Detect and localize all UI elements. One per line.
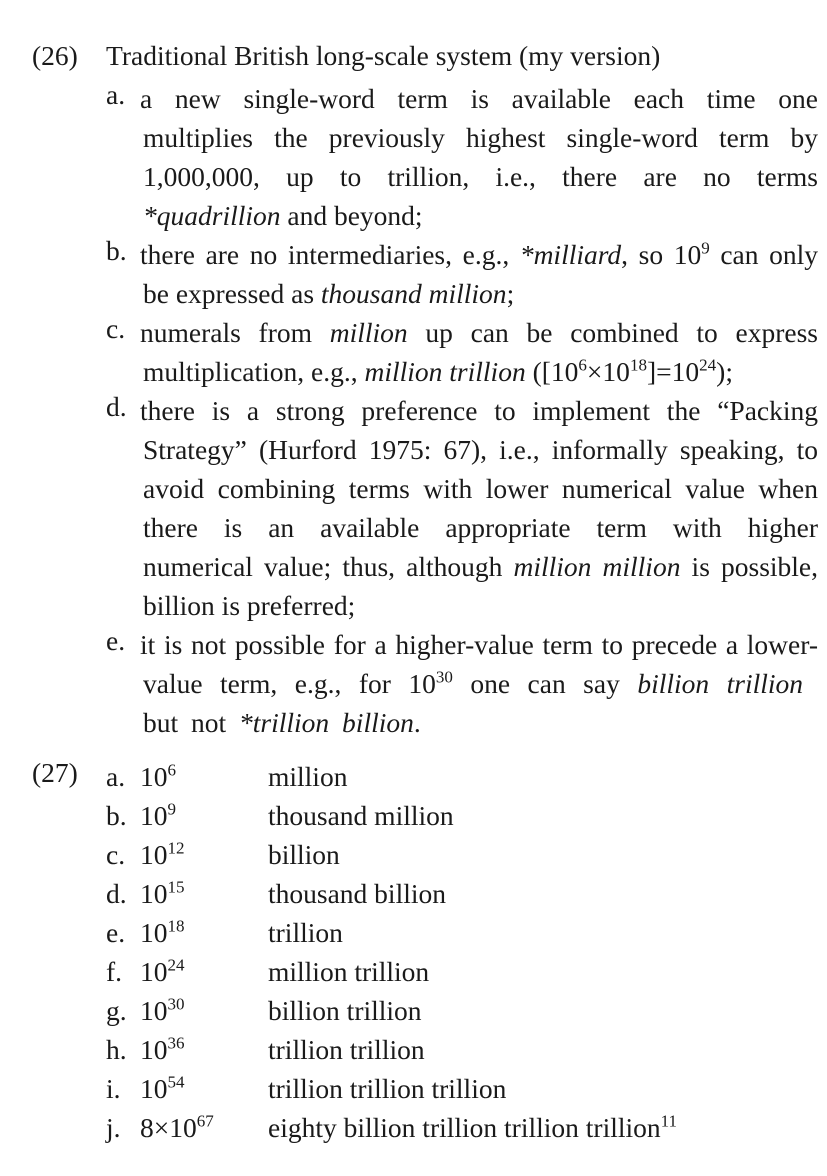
text-line: Strategy” (Hurford 1975: 67), i.e., informally speaking, to	[143, 434, 818, 465]
row-words: billion trillion	[268, 995, 422, 1026]
row-label: b.	[106, 800, 127, 831]
table-row	[106, 913, 343, 952]
exponent: 24	[167, 955, 185, 975]
footnote-marker[interactable]: 11	[660, 1111, 678, 1131]
text-run: ]=10	[646, 356, 700, 387]
italic-term: million trillion	[364, 356, 526, 387]
row-words: trillion	[268, 917, 343, 948]
row-label: c.	[106, 839, 126, 870]
row-value	[140, 1069, 268, 1108]
row-value	[140, 952, 268, 991]
exponent: 18	[629, 355, 647, 375]
italic-term: million million	[513, 551, 681, 582]
item-label: b.	[106, 235, 127, 266]
exponent: 67	[196, 1111, 214, 1131]
text-run: value term, e.g., for 10	[143, 668, 436, 699]
row-words: thousand million	[268, 800, 454, 831]
row-label: g.	[106, 995, 127, 1026]
row-label: d.	[106, 878, 127, 909]
row-value	[140, 796, 268, 835]
example-26-number: (26)	[32, 40, 78, 71]
row-words: million trillion	[268, 956, 430, 987]
exponent: 54	[167, 1072, 185, 1092]
text-line: avoid combining terms with lower numerical value when	[143, 473, 818, 504]
row-words: billion	[268, 839, 340, 870]
text-line	[106, 274, 818, 313]
exponent: 9	[167, 799, 177, 819]
text-run: ([10	[525, 356, 579, 387]
row-words: thousand billion	[268, 878, 446, 909]
value-base: 10	[140, 995, 168, 1026]
row-label: j.	[106, 1112, 121, 1143]
exponent: 6	[578, 355, 587, 375]
row-label: e.	[106, 917, 126, 948]
row-value	[140, 835, 268, 874]
item-26c	[106, 313, 818, 391]
table-row	[106, 835, 340, 874]
text-run: one can say	[452, 668, 638, 699]
row-label: a.	[106, 761, 126, 792]
exponent: 30	[167, 994, 185, 1014]
text-line	[106, 703, 818, 742]
text-run: .	[413, 707, 421, 738]
row-value	[140, 913, 268, 952]
item-26d	[106, 391, 818, 625]
value-base: 10	[140, 1034, 168, 1065]
value-base: 10	[140, 761, 168, 792]
text-line	[106, 196, 818, 235]
row-value	[140, 991, 268, 1030]
text-run: there are no intermediaries, e.g.,	[140, 239, 520, 270]
item-label: c.	[106, 313, 126, 344]
text-run: be expressed as	[143, 278, 321, 309]
text-line: a new single-word term is available each time one	[140, 83, 818, 114]
table-row	[106, 1030, 425, 1069]
italic-term: thousand million	[320, 278, 507, 309]
row-words: million	[268, 761, 348, 792]
row-value	[140, 1030, 268, 1069]
table-row	[106, 991, 422, 1030]
exponent: 15	[167, 877, 185, 897]
row-value	[140, 1108, 268, 1147]
table-row	[106, 952, 429, 991]
item-label: e.	[106, 625, 126, 656]
value-base: 10	[140, 956, 168, 987]
value-base: 10	[140, 917, 168, 948]
item-label: d.	[106, 391, 127, 422]
exponent: 24	[699, 355, 717, 375]
text-line: there is an available appropriate term with higher	[143, 512, 818, 543]
text-line: billion is preferred;	[143, 590, 356, 621]
row-label: h.	[106, 1034, 127, 1065]
text-line	[106, 313, 818, 352]
exponent: 30	[435, 667, 453, 687]
italic-term: *trillion billion	[239, 707, 414, 738]
table-row	[106, 796, 454, 835]
italic-term: million	[329, 317, 408, 348]
text-line: it is not possible for a higher-value term to precede a lower-	[140, 629, 818, 660]
text-line	[106, 352, 818, 391]
exponent: 18	[167, 916, 185, 936]
value-base: 10	[140, 839, 168, 870]
table-row	[106, 1069, 506, 1108]
example-26-title: Traditional British long-scale system (my version)	[106, 40, 661, 71]
text-run: );	[716, 356, 733, 387]
text-line: multiplies the previously highest single-word term by	[143, 122, 818, 153]
table-row	[106, 757, 347, 796]
italic-term: billion trillion	[637, 668, 804, 699]
text-run: up can be combined to express	[407, 317, 818, 348]
text-line	[106, 664, 803, 703]
text-run: numerals from	[140, 317, 330, 348]
text-run: multiplication, e.g.,	[143, 356, 365, 387]
value-base: 10	[140, 878, 168, 909]
text-run: ;	[506, 278, 515, 309]
row-words: trillion trillion	[268, 1034, 425, 1065]
row-value	[140, 874, 268, 913]
row-label: i.	[106, 1073, 121, 1104]
text-line: there is a strong preference to implement the “Packing	[140, 395, 818, 426]
row-value	[140, 757, 268, 796]
text-run: , so 10	[621, 239, 702, 270]
value-base: 10	[140, 800, 168, 831]
item-26e	[106, 625, 818, 742]
table-row	[106, 1108, 677, 1147]
text-run: ×10	[586, 356, 630, 387]
row-label: f.	[106, 956, 123, 987]
item-26a	[106, 79, 818, 235]
exponent: 12	[167, 838, 185, 858]
text-line	[106, 547, 818, 586]
text-run: and beyond;	[280, 200, 423, 231]
example-27-number: (27)	[32, 757, 78, 788]
text-run: is possible,	[680, 551, 819, 582]
text-line: 1,000,000, up to trillion, i.e., there are no terms	[143, 161, 818, 192]
row-words: trillion trillion trillion	[268, 1073, 507, 1104]
exponent: 9	[701, 238, 710, 258]
value-base: 10	[140, 1073, 168, 1104]
text-run: but not	[143, 707, 240, 738]
value-base: 8×10	[140, 1112, 197, 1143]
item-label: a.	[106, 79, 126, 110]
row-words: eighty billion trillion trillion trillion	[268, 1112, 661, 1143]
exponent: 6	[167, 760, 177, 780]
exponent: 36	[167, 1033, 185, 1053]
item-26b	[106, 235, 818, 313]
text-run: can only	[709, 239, 818, 270]
italic-term: *quadrillion	[143, 200, 281, 231]
text-run: numerical value; thus, although	[143, 551, 514, 582]
italic-term: *milliard	[519, 239, 622, 270]
table-row	[106, 874, 446, 913]
text-line	[106, 235, 818, 274]
